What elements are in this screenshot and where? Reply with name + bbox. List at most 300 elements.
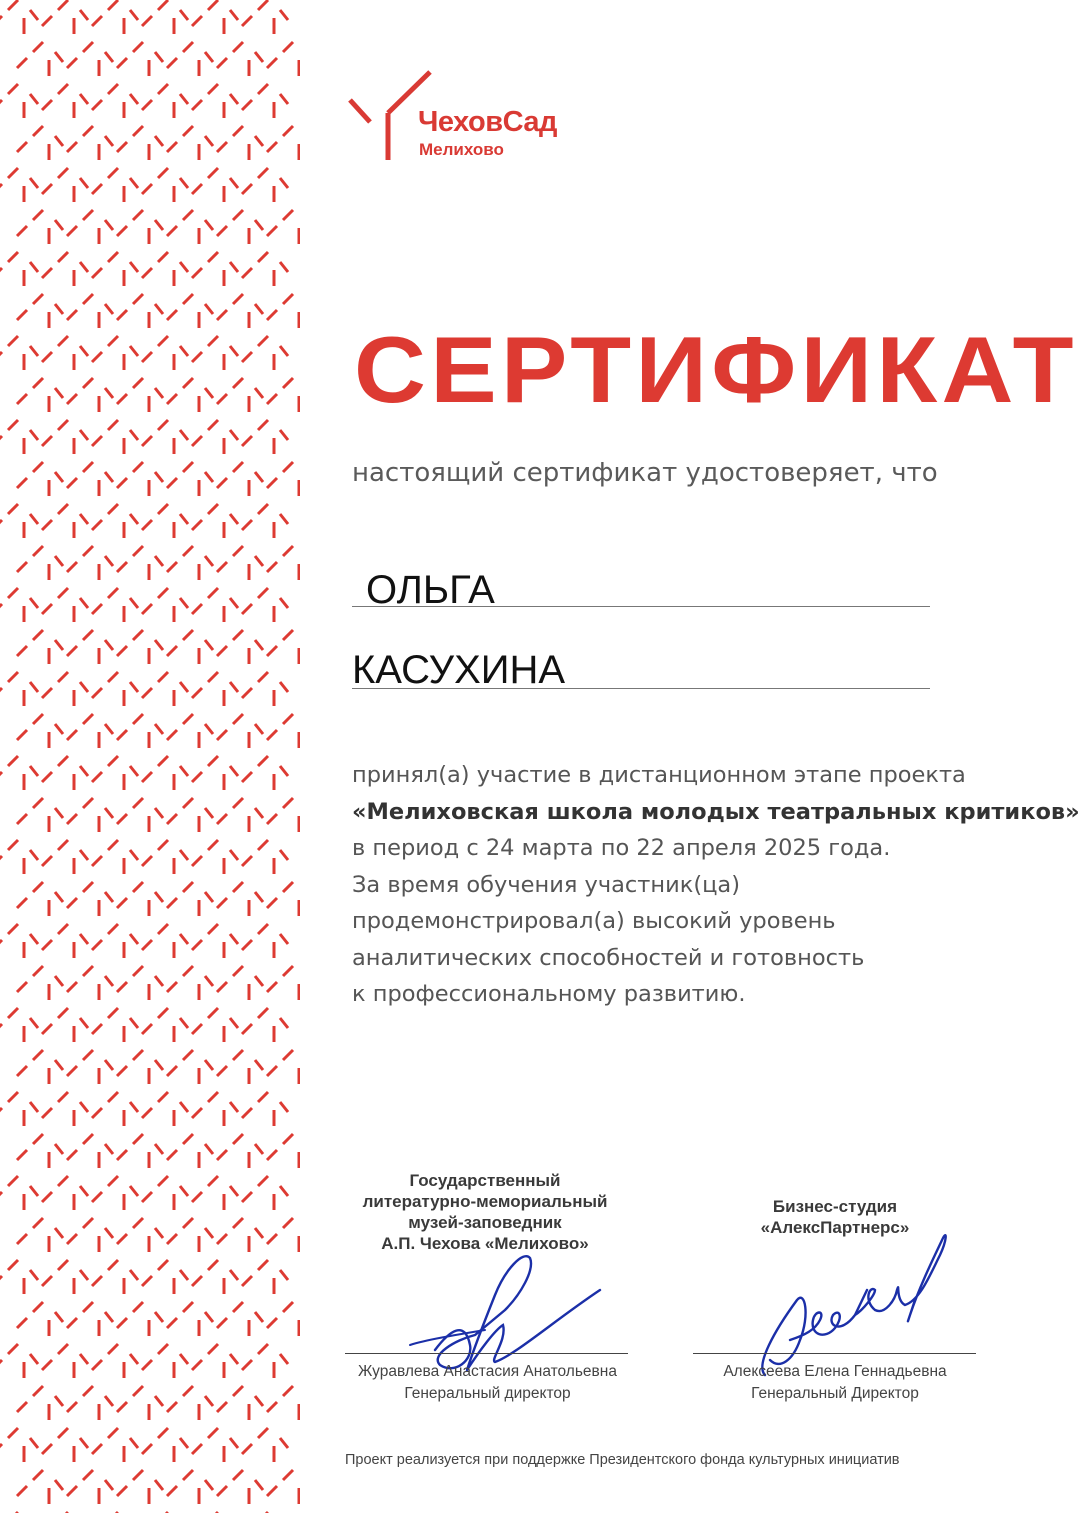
- pattern-dash: [83, 966, 93, 976]
- pattern-dash: [0, 940, 2, 950]
- pattern-dash: [33, 714, 43, 724]
- pattern-dash: [67, 1486, 77, 1496]
- pattern-dash: [167, 814, 177, 824]
- pattern-dash: [267, 478, 277, 488]
- pattern-dash: [280, 598, 288, 608]
- pattern-dash: [155, 892, 163, 902]
- pattern-dash: [258, 1260, 268, 1270]
- org-line: музей-заповедник: [408, 1213, 562, 1232]
- left-organization: [340, 1170, 630, 1254]
- pattern-dash: [80, 178, 88, 188]
- pattern-dash: [230, 94, 238, 104]
- pattern-dash: [0, 520, 2, 530]
- pattern-dash: [8, 1428, 18, 1438]
- pattern-dash: [155, 976, 163, 986]
- pattern-dash: [208, 1344, 218, 1354]
- pattern-dash: [255, 1312, 263, 1322]
- pattern-dash: [192, 184, 202, 194]
- pattern-dash: [42, 604, 52, 614]
- pattern-dash: [167, 730, 177, 740]
- pattern-dash: [208, 1092, 218, 1102]
- pattern-dash: [55, 1312, 63, 1322]
- pattern-dash: [42, 1108, 52, 1118]
- pattern-dash: [258, 84, 268, 94]
- pattern-dash: [233, 882, 243, 892]
- pattern-dash: [30, 430, 38, 440]
- pattern-dash: [42, 1024, 52, 1034]
- pattern-dash: [158, 756, 168, 766]
- pattern-dash: [58, 252, 68, 262]
- pattern-dash: [217, 1318, 227, 1328]
- pattern-dash: [280, 934, 288, 944]
- pattern-dash: [180, 1018, 188, 1028]
- pattern-dash: [142, 1192, 152, 1202]
- pattern-dash: [133, 126, 143, 136]
- pattern-dash: [105, 52, 113, 62]
- pattern-dash: [105, 388, 113, 398]
- pattern-dash: [92, 772, 102, 782]
- pattern-dash: [283, 1134, 293, 1144]
- pattern-dash: [17, 226, 27, 236]
- pattern-dash: [67, 1066, 77, 1076]
- pattern-dash: [42, 16, 52, 26]
- body-line: принял(а) участие в дистанционном этапе проекта: [352, 762, 966, 788]
- pattern-dash: [192, 688, 202, 698]
- pattern-dash: [108, 1260, 118, 1270]
- pattern-dash: [142, 184, 152, 194]
- org-line: «АлексПартнерс»: [760, 1218, 910, 1237]
- pattern-dash: [67, 730, 77, 740]
- pattern-dash: [133, 1134, 143, 1144]
- pattern-dash: [283, 1470, 293, 1480]
- pattern-dash: [30, 262, 38, 272]
- pattern-dash: [0, 1444, 2, 1454]
- pattern-dash: [33, 630, 43, 640]
- pattern-dash: [55, 472, 63, 482]
- pattern-dash: [55, 1144, 63, 1154]
- pattern-dash: [55, 304, 63, 314]
- pattern-dash: [8, 588, 18, 598]
- pattern-dash: [230, 1102, 238, 1112]
- pattern-dash: [130, 178, 138, 188]
- pattern-dash: [208, 84, 218, 94]
- pattern-dash: [17, 898, 27, 908]
- pattern-dash: [230, 1354, 238, 1364]
- pattern-dash: [183, 42, 193, 52]
- pattern-dash: [67, 478, 77, 488]
- pattern-dash: [58, 1008, 68, 1018]
- pattern-dash: [205, 1228, 213, 1238]
- pattern-dash: [42, 520, 52, 530]
- pattern-dash: [167, 1150, 177, 1160]
- pattern-dash: [158, 504, 168, 514]
- pattern-dash: [283, 1302, 293, 1312]
- pattern-dash: [55, 1060, 63, 1070]
- pattern-dash: [242, 1360, 252, 1370]
- pattern-dash: [230, 766, 238, 776]
- pattern-dash: [192, 1108, 202, 1118]
- pattern-dash: [105, 724, 113, 734]
- pattern-dash: [42, 184, 52, 194]
- pattern-dash: [117, 226, 127, 236]
- pattern-dash: [142, 940, 152, 950]
- pattern-dash: [258, 672, 268, 682]
- pattern-dash: [167, 1318, 177, 1328]
- pattern-dash: [217, 310, 227, 320]
- pattern-dash: [155, 136, 163, 146]
- pattern-dash: [92, 1108, 102, 1118]
- pattern-dash: [130, 94, 138, 104]
- pattern-dash: [130, 682, 138, 692]
- pattern-dash: [158, 420, 168, 430]
- pattern-dash: [267, 58, 277, 68]
- pattern-dash: [217, 1234, 227, 1244]
- first-name-underline: [352, 606, 930, 607]
- pattern-dash: [205, 136, 213, 146]
- pattern-dash: [205, 724, 213, 734]
- pattern-dash: [80, 94, 88, 104]
- pattern-dash: [33, 1218, 43, 1228]
- pattern-dash: [192, 520, 202, 530]
- pattern-dash: [230, 850, 238, 860]
- pattern-dash: [180, 1270, 188, 1280]
- pattern-dash: [30, 10, 38, 20]
- pattern-dash: [117, 814, 127, 824]
- pattern-dash: [242, 16, 252, 26]
- pattern-dash: [8, 336, 18, 346]
- pattern-dash: [142, 268, 152, 278]
- pattern-dash: [92, 688, 102, 698]
- pattern-dash: [280, 346, 288, 356]
- pattern-dash: [55, 220, 63, 230]
- pattern-dash: [58, 588, 68, 598]
- pattern-dash: [208, 252, 218, 262]
- pattern-dash: [258, 252, 268, 262]
- pattern-dash: [183, 294, 193, 304]
- pattern-dash: [30, 1018, 38, 1028]
- pattern-dash: [183, 378, 193, 388]
- pattern-dash: [58, 1260, 68, 1270]
- pattern-dash: [217, 898, 227, 908]
- pattern-dash: [67, 1150, 77, 1160]
- pattern-dash: [267, 898, 277, 908]
- pattern-dash: [133, 1050, 143, 1060]
- pattern-dash: [208, 924, 218, 934]
- pattern-dash: [17, 1486, 27, 1496]
- pattern-dash: [42, 436, 52, 446]
- pattern-dash: [167, 58, 177, 68]
- pattern-dash: [242, 772, 252, 782]
- pattern-dash: [83, 1386, 93, 1396]
- pattern-dash: [133, 462, 143, 472]
- pattern-dash: [233, 42, 243, 52]
- pattern-dash: [55, 808, 63, 818]
- pattern-dash: [17, 562, 27, 572]
- pattern-dash: [83, 714, 93, 724]
- pattern-dash: [283, 798, 293, 808]
- pattern-dash: [192, 268, 202, 278]
- pattern-dash: [183, 714, 193, 724]
- pattern-dash: [183, 630, 193, 640]
- pattern-dash: [205, 976, 213, 986]
- pattern-dash: [205, 808, 213, 818]
- pattern-dash: [42, 268, 52, 278]
- pattern-dash: [255, 1396, 263, 1406]
- pattern-dash: [180, 94, 188, 104]
- pattern-dash: [180, 934, 188, 944]
- pattern-dash: [230, 1186, 238, 1196]
- pattern-dash: [242, 184, 252, 194]
- pattern-dash: [217, 142, 227, 152]
- pattern-dash: [208, 1260, 218, 1270]
- pattern-dash: [8, 0, 18, 10]
- pattern-dash: [142, 520, 152, 530]
- pattern-dash: [92, 16, 102, 26]
- pattern-dash: [242, 520, 252, 530]
- pattern-dash: [58, 1428, 68, 1438]
- pattern-dash: [258, 1428, 268, 1438]
- left-signer-name: Журавлева Анастасия Анатольевна: [358, 1363, 617, 1380]
- pattern-dash: [42, 352, 52, 362]
- pattern-dash: [233, 294, 243, 304]
- pattern-dash: [155, 1396, 163, 1406]
- pattern-dash: [42, 772, 52, 782]
- pattern-dash: [42, 100, 52, 110]
- pattern-dash: [80, 514, 88, 524]
- pattern-dash: [117, 310, 127, 320]
- pattern-dash: [158, 1260, 168, 1270]
- pattern-dash: [233, 210, 243, 220]
- pattern-dash: [283, 294, 293, 304]
- pattern-dash: [58, 924, 68, 934]
- pattern-dash: [105, 1144, 113, 1154]
- pattern-dash: [67, 226, 77, 236]
- pattern-dash: [17, 478, 27, 488]
- pattern-dash: [58, 84, 68, 94]
- pattern-dash: [30, 1186, 38, 1196]
- pattern-dash: [158, 84, 168, 94]
- pattern-dash: [105, 304, 113, 314]
- pattern-dash: [0, 1360, 2, 1370]
- pattern-dash: [205, 1396, 213, 1406]
- right-signer-position: Генеральный Директор: [751, 1385, 919, 1402]
- pattern-dash: [267, 730, 277, 740]
- pattern-dash: [283, 546, 293, 556]
- pattern-dash: [83, 294, 93, 304]
- pattern-dash: [67, 1402, 77, 1412]
- pattern-dash: [242, 1024, 252, 1034]
- pattern-dash: [8, 1092, 18, 1102]
- pattern-dash: [192, 604, 202, 614]
- pattern-dash: [217, 562, 227, 572]
- pattern-dash: [183, 798, 193, 808]
- pattern-dash: [155, 472, 163, 482]
- pattern-dash: [17, 142, 27, 152]
- logo-brand: ЧеховСад: [418, 106, 557, 138]
- pattern-dash: [58, 840, 68, 850]
- pattern-dash: [92, 1444, 102, 1454]
- pattern-dash: [208, 168, 218, 178]
- pattern-dash: [267, 226, 277, 236]
- pattern-dash: [83, 462, 93, 472]
- pattern-dash: [280, 1102, 288, 1112]
- pattern-dash: [130, 598, 138, 608]
- pattern-dash: [267, 1486, 277, 1496]
- pattern-dash: [108, 1008, 118, 1018]
- pattern-dash: [55, 388, 63, 398]
- pattern-dash: [30, 1270, 38, 1280]
- pattern-dash: [258, 1176, 268, 1186]
- pattern-dash: [283, 462, 293, 472]
- pattern-dash: [267, 982, 277, 992]
- pattern-dash: [80, 430, 88, 440]
- pattern-dash: [258, 504, 268, 514]
- pattern-dash: [192, 772, 202, 782]
- pattern-dash: [58, 168, 68, 178]
- pattern-dash: [208, 840, 218, 850]
- pattern-dash: [67, 142, 77, 152]
- pattern-dash: [155, 52, 163, 62]
- pattern-dash: [142, 604, 152, 614]
- pattern-dash: [83, 1050, 93, 1060]
- pattern-dash: [33, 1470, 43, 1480]
- pattern-dash: [205, 220, 213, 230]
- pattern-dash: [267, 1150, 277, 1160]
- pattern-dash: [55, 52, 63, 62]
- pattern-dash: [283, 1050, 293, 1060]
- pattern-dash: [55, 556, 63, 566]
- right-signer: [700, 1361, 970, 1405]
- pattern-dash: [58, 0, 68, 10]
- pattern-dash: [233, 546, 243, 556]
- pattern-dash: [105, 976, 113, 986]
- pattern-dash: [0, 436, 2, 446]
- pattern-dash: [208, 588, 218, 598]
- pattern-dash: [92, 940, 102, 950]
- pattern-dash: [83, 1302, 93, 1312]
- pattern-dash: [30, 346, 38, 356]
- pattern-dash: [30, 1354, 38, 1364]
- pattern-dash: [67, 562, 77, 572]
- pattern-dash: [67, 1318, 77, 1328]
- pattern-dash: [258, 1092, 268, 1102]
- pattern-dash: [0, 604, 2, 614]
- pattern-dash: [255, 976, 263, 986]
- pattern-dash: [280, 1018, 288, 1028]
- pattern-dash: [155, 388, 163, 398]
- pattern-dash: [17, 394, 27, 404]
- pattern-dash: [158, 1428, 168, 1438]
- pattern-dash: [158, 840, 168, 850]
- pattern-dash: [180, 1438, 188, 1448]
- pattern-dash: [192, 352, 202, 362]
- pattern-dash: [242, 856, 252, 866]
- pattern-dash: [258, 1008, 268, 1018]
- pattern-dash: [83, 126, 93, 136]
- pattern-dash: [217, 646, 227, 656]
- pattern-dash: [8, 756, 18, 766]
- pattern-dash: [217, 478, 227, 488]
- pattern-dash: [17, 814, 27, 824]
- pattern-dash: [258, 336, 268, 346]
- pattern-dash: [217, 1150, 227, 1160]
- pattern-dash: [155, 220, 163, 230]
- pattern-dash: [133, 630, 143, 640]
- pattern-dash: [283, 210, 293, 220]
- pattern-dash: [133, 966, 143, 976]
- pattern-dash: [242, 1444, 252, 1454]
- pattern-dash: [105, 892, 113, 902]
- pattern-dash: [242, 268, 252, 278]
- pattern-dash: [130, 850, 138, 860]
- pattern-dash: [83, 1218, 93, 1228]
- pattern-dash: [42, 1276, 52, 1286]
- pattern-dash: [280, 430, 288, 440]
- pattern-dash: [167, 1066, 177, 1076]
- pattern-dash: [167, 310, 177, 320]
- pattern-dash: [8, 84, 18, 94]
- pattern-dash: [267, 1066, 277, 1076]
- pattern-dash: [180, 262, 188, 272]
- pattern-dash: [130, 10, 138, 20]
- pattern-dash: [208, 420, 218, 430]
- pattern-dash: [230, 682, 238, 692]
- pattern-dash: [83, 378, 93, 388]
- pattern-dash: [155, 1060, 163, 1070]
- pattern-dash: [105, 472, 113, 482]
- pattern-dash: [117, 1486, 127, 1496]
- pattern-dash: [155, 808, 163, 818]
- pattern-dash: [83, 882, 93, 892]
- pattern-dash: [92, 100, 102, 110]
- pattern-dash: [130, 1270, 138, 1280]
- pattern-dash: [142, 100, 152, 110]
- pattern-dash: [80, 598, 88, 608]
- pattern-dash: [133, 714, 143, 724]
- pattern-dash: [180, 850, 188, 860]
- pattern-dash: [258, 0, 268, 10]
- pattern-dash: [130, 1186, 138, 1196]
- pattern-dash: [183, 1302, 193, 1312]
- pattern-dash: [58, 336, 68, 346]
- pattern-dash: [192, 1192, 202, 1202]
- pattern-dash: [92, 1192, 102, 1202]
- pattern-dash: [0, 16, 2, 26]
- pattern-dash: [17, 730, 27, 740]
- pattern-dash: [42, 1360, 52, 1370]
- pattern-dash: [42, 688, 52, 698]
- pattern-dash: [242, 604, 252, 614]
- pattern-dash: [192, 1360, 202, 1370]
- pattern-dash: [205, 556, 213, 566]
- pattern-dash: [183, 1134, 193, 1144]
- pattern-dash: [133, 798, 143, 808]
- pattern-dash: [83, 1134, 93, 1144]
- pattern-dash: [155, 1312, 163, 1322]
- pattern-dash: [192, 16, 202, 26]
- pattern-dash: [217, 1402, 227, 1412]
- pattern-dash: [8, 168, 18, 178]
- pattern-dash: [105, 640, 113, 650]
- pattern-dash: [155, 640, 163, 650]
- pattern-dash: [130, 430, 138, 440]
- project-name: «Мелиховская школа молодых театральных критиков»: [352, 798, 1080, 825]
- pattern-dash: [55, 1228, 63, 1238]
- pattern-dash: [58, 420, 68, 430]
- pattern-dash: [233, 126, 243, 136]
- pattern-dash: [80, 10, 88, 20]
- pattern-dash: [255, 808, 263, 818]
